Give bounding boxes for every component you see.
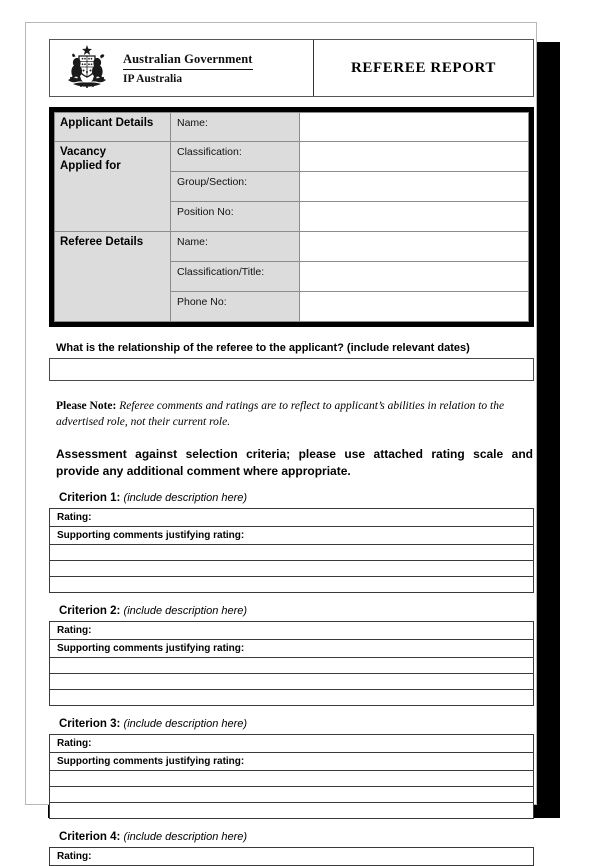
relationship-answer-box[interactable] <box>49 358 534 381</box>
document-header <box>49 39 534 97</box>
criterion-1-comment-line-3[interactable] <box>50 576 534 592</box>
label-group-section: Group/Section: <box>171 172 300 202</box>
document-page <box>25 22 537 862</box>
group-label-vacancy-applied-for <box>55 142 171 232</box>
criterion-3-comments-label[interactable]: Supporting comments justifying rating: <box>50 752 534 770</box>
criterion-3-comment-line-2[interactable] <box>50 786 534 802</box>
criterion-1-name: Criterion 1: <box>59 491 121 504</box>
field-classification[interactable] <box>300 142 529 172</box>
label-phone-no: Phone No: <box>171 292 300 322</box>
label-classification: Classification: <box>171 142 300 172</box>
criterion-2-table <box>49 621 534 706</box>
criterion-3-description: (include description here) <box>123 717 248 730</box>
criterion-3-table <box>49 734 534 819</box>
criterion-1-heading <box>59 492 536 504</box>
vacancy-line-1: Vacancy <box>60 146 107 158</box>
field-referee-name[interactable] <box>300 232 529 262</box>
criterion-2-comment-line-1[interactable] <box>50 657 534 673</box>
table-row <box>50 544 534 560</box>
field-classification-title[interactable] <box>300 262 529 292</box>
group-label-referee-details: Referee Details <box>55 232 171 322</box>
field-position-no[interactable] <box>300 202 529 232</box>
field-applicant-name[interactable] <box>300 113 529 142</box>
criterion-1-comment-line-2[interactable] <box>50 560 534 576</box>
table-row <box>50 508 534 526</box>
relationship-question: What is the relationship of the referee to the applicant? (include relevant dates) <box>56 342 470 354</box>
criterion-block-3 <box>49 718 536 819</box>
table-row <box>50 560 534 576</box>
criterion-2-rating-label[interactable]: Rating: <box>50 621 534 639</box>
criterion-1-rating-label[interactable]: Rating: <box>50 508 534 526</box>
field-group-section[interactable] <box>300 172 529 202</box>
label-referee-name: Name: <box>171 232 300 262</box>
header-branding <box>50 40 314 96</box>
table-row <box>50 576 534 592</box>
header-title-cell <box>314 40 533 96</box>
criterion-3-rating-label[interactable]: Rating: <box>50 734 534 752</box>
ip-australia-text: IP Australia <box>123 73 183 85</box>
government-wordmark <box>123 51 253 85</box>
criterion-block-4 <box>49 831 536 866</box>
criterion-2-description: (include description here) <box>123 604 248 617</box>
label-applicant-name: Name: <box>171 113 300 142</box>
criterion-4-heading <box>59 831 536 843</box>
table-row <box>50 689 534 705</box>
criterion-2-comment-line-3[interactable] <box>50 689 534 705</box>
details-table-frame <box>49 107 534 327</box>
australian-coat-of-arms-icon <box>56 43 118 93</box>
please-note-label: Please Note: <box>56 400 117 412</box>
table-row <box>50 752 534 770</box>
please-note-block <box>56 398 526 431</box>
relationship-section <box>49 342 536 381</box>
table-row <box>50 847 534 865</box>
criterion-1-description: (include description here) <box>123 491 248 504</box>
australian-government-text: Australian Government <box>123 52 253 66</box>
criterion-4-description: (include description here) <box>123 830 248 843</box>
criterion-1-table <box>49 508 534 593</box>
please-note-text: Referee comments and ratings are to reflect to applicant’s abilities in relation to the advertised role, not their current role. <box>56 400 505 429</box>
assessment-heading: Assessment against selection criteria; please use attached rating scale and provide any additional comment where appropriate. <box>56 446 533 478</box>
group-label-applicant-details: Applicant Details <box>55 113 171 142</box>
criterion-1-comment-line-1[interactable] <box>50 544 534 560</box>
criterion-4-name: Criterion 4: <box>59 830 121 843</box>
criterion-3-name: Criterion 3: <box>59 717 121 730</box>
criterion-2-name: Criterion 2: <box>59 604 121 617</box>
table-row <box>55 113 529 142</box>
criterion-2-comment-line-2[interactable] <box>50 673 534 689</box>
label-classification-title: Classification/Title: <box>171 262 300 292</box>
label-position-no: Position No: <box>171 202 300 232</box>
criterion-2-heading <box>59 605 536 617</box>
table-row <box>55 142 529 172</box>
criterion-3-heading <box>59 718 536 730</box>
criterion-4-table <box>49 847 534 866</box>
criterion-2-comments-label[interactable]: Supporting comments justifying rating: <box>50 639 534 657</box>
table-row <box>50 526 534 544</box>
wordmark-divider <box>123 69 253 70</box>
details-table <box>54 112 529 322</box>
table-row <box>50 673 534 689</box>
criterion-block-1 <box>49 492 536 593</box>
vacancy-line-2: Applied for <box>60 160 121 173</box>
field-phone-no[interactable] <box>300 292 529 322</box>
table-row <box>50 734 534 752</box>
page-title: REFEREE REPORT <box>351 59 496 76</box>
table-row <box>50 639 534 657</box>
criterion-3-comment-line-3[interactable] <box>50 802 534 818</box>
table-row <box>50 621 534 639</box>
page-content <box>49 39 536 866</box>
criterion-4-rating-label[interactable]: Rating: <box>50 847 534 865</box>
criterion-block-2 <box>49 605 536 706</box>
table-row <box>50 802 534 818</box>
table-row <box>50 770 534 786</box>
criterion-1-comments-label[interactable]: Supporting comments justifying rating: <box>50 526 534 544</box>
criterion-3-comment-line-1[interactable] <box>50 770 534 786</box>
table-row <box>50 657 534 673</box>
table-row <box>55 232 529 262</box>
table-row <box>50 786 534 802</box>
